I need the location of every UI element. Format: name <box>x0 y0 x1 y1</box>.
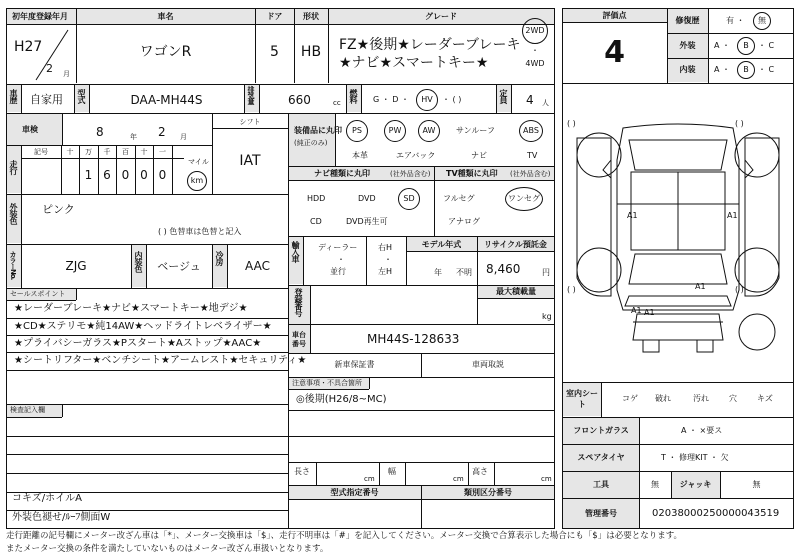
interior-selected: B <box>743 65 749 74</box>
dim-length-unit: cm <box>364 475 375 483</box>
import-dealer: ディーラー <box>318 243 358 252</box>
max-load-label: 最大積載量 <box>496 287 536 296</box>
navi-sub: (社外品含む) <box>390 170 431 178</box>
import-label: 輸入車 <box>291 241 300 262</box>
mileage-digit-5: 0 <box>158 168 167 182</box>
rating-label: 評価点 <box>602 11 627 20</box>
equip-ps: PS <box>352 126 362 135</box>
reg-no-label: 登録番号 <box>294 288 303 316</box>
jack-value: 無 <box>752 480 761 489</box>
interior-label: 内装 <box>679 65 696 74</box>
grade-label: グレード <box>425 12 457 21</box>
inspector-label: 検査記入欄 <box>10 406 45 414</box>
drive-dot: ・ <box>531 46 539 55</box>
import-parallel: 並行 <box>330 267 346 276</box>
car-name-value: ワゴンR <box>139 44 192 60</box>
ac-label: 冷房 <box>215 251 224 265</box>
fuel-hv: HV <box>421 95 433 104</box>
fuel-label: 燃料 <box>349 89 358 103</box>
navi-sd: SD <box>403 194 415 203</box>
tools-value: 無 <box>651 480 659 489</box>
repair-options: 有 ・ <box>726 16 745 25</box>
dim-width-label: 幅 <box>388 467 396 476</box>
max-load-unit: kg <box>542 312 552 321</box>
footer-line-2: またメーター交換の条件を満たしていないものはメーター改ざん車扱いとなります。 <box>6 544 329 554</box>
fuel-options: G ・ D ・ <box>373 95 409 104</box>
shaken-label: 車検 <box>22 125 38 134</box>
mileage-digit-label-2: 万 <box>85 148 92 156</box>
first-reg-label: 初年度登録年月 <box>12 12 68 21</box>
equip-navi: ナビ <box>471 151 487 160</box>
tv-sub: (社外品含む) <box>510 170 551 178</box>
mileage-mile-label: マイル <box>188 158 209 166</box>
shape-label: 形状 <box>303 12 319 21</box>
interior-c: ・ C <box>758 65 775 74</box>
recycle-unit: 円 <box>542 268 550 277</box>
color-repaint-note: ( ) 色替車は色替と記入 <box>158 227 242 236</box>
chassis-label: 車台番号 <box>292 331 306 348</box>
mileage-digit-4: 0 <box>140 168 148 182</box>
repair-label: 修復歴 <box>675 16 700 25</box>
diagram-mark-5: A1 <box>631 306 642 315</box>
grade-line2: ★ナビ★スマートキー★ <box>339 55 489 71</box>
usage-label: 車歴 <box>9 89 18 103</box>
diagram-mark-4: A1 <box>644 308 655 317</box>
spare-label: スペアタイヤ <box>577 453 625 462</box>
windshield-label: フロントガラス <box>573 426 629 435</box>
dim-height-label: 高さ <box>472 467 488 476</box>
color-label: 外装色 <box>9 203 18 224</box>
capacity-label: 定員 <box>499 89 508 103</box>
equip-pw: PW <box>388 126 402 135</box>
shift-value: IAT <box>239 153 261 169</box>
diagram-paren-tl: ( ) <box>567 119 576 128</box>
seat-dirt: 汚れ <box>693 394 709 403</box>
exterior-c: ・ C <box>758 41 775 50</box>
shaken-month: 2 <box>158 125 166 139</box>
exterior-selected: B <box>743 41 749 50</box>
tools-label: 工具 <box>593 480 609 489</box>
first-reg-month-unit: 月 <box>63 70 70 78</box>
handle-left: 左H <box>378 267 393 276</box>
mileage-digit-1: 1 <box>84 168 93 182</box>
shaken-year-unit: 年 <box>130 133 137 141</box>
equip-leather: 本革 <box>352 151 368 160</box>
diagram-mark-3: A1 <box>695 282 706 291</box>
jack-label: ジャッキ <box>679 480 712 489</box>
equip-tv: TV <box>527 151 538 160</box>
rating-value: 4 <box>604 35 625 70</box>
doors-label: ドア <box>266 12 283 21</box>
navi-dvd-play: DVD再生可 <box>346 217 388 226</box>
doors-value: 5 <box>270 44 279 60</box>
capacity-unit: 人 <box>542 99 549 107</box>
seat-tear: 破れ <box>655 394 671 403</box>
seat-burn: コゲ <box>622 394 638 403</box>
sales-point-line-3: ★プライバシーガラス★Pスタート★Aストップ★AAC★ <box>14 338 262 349</box>
mileage-digit-label-3: 千 <box>103 148 111 156</box>
mileage-digit-3: 0 <box>121 168 130 182</box>
exterior-a: A ・ <box>714 41 731 50</box>
usage-value: 自家用 <box>30 93 63 106</box>
car-name-label: 車名 <box>157 12 174 21</box>
type-no-label: 型式指定番号 <box>330 488 379 497</box>
interior-a: A ・ <box>714 65 731 74</box>
shape-value: HB <box>300 44 322 60</box>
inspector-line-2: 外装色褪せ/ﾙｰﾌ側面W <box>12 512 111 523</box>
color-no-label: カラーNo. <box>9 251 17 280</box>
seat-hole: 穴 <box>729 394 737 403</box>
model-year-unit: 年 <box>434 268 442 277</box>
mgmt-label: 管理番号 <box>585 509 617 518</box>
first-reg-year: H27 <box>14 39 43 55</box>
tv-fullseg: フルセグ <box>443 194 475 203</box>
chassis-value: MH44S-128633 <box>367 332 460 346</box>
windshield-value: A ・ ×要ス <box>681 426 723 435</box>
equip-aw: AW <box>422 126 436 135</box>
capacity-value: 4 <box>526 93 534 107</box>
displacement-value: 660 <box>288 93 311 107</box>
fuel-other: ・ ( ) <box>442 95 462 104</box>
sales-point-line-4: ★シートリフター★ベンチシート★アームレスト★セキュリティ★ <box>14 355 307 366</box>
handle-right: 右H <box>378 243 393 252</box>
mileage-digit-label-0: 記号 <box>34 148 48 156</box>
seat-scratch: キズ <box>757 394 773 403</box>
notes-value: ◎後期(H26/8~MC) <box>296 394 387 405</box>
grade-line1: FZ★後期★レーダーブレーキ <box>339 37 521 53</box>
vehicle-manual: 車両取説 <box>472 360 504 369</box>
mileage-digit-label-6: 一 <box>159 148 166 156</box>
equip-abs: ABS <box>523 126 539 135</box>
inspector-line-1: コキズ/ホイルA <box>12 493 83 504</box>
dim-height-unit: cm <box>541 475 552 483</box>
navi-hdd: HDD <box>307 194 326 203</box>
equipment-sub: (純正のみ) <box>294 139 328 147</box>
navi-dvd: DVD <box>358 194 376 203</box>
handle-dot: ・ <box>384 255 392 264</box>
class-no-label: 類別区分番号 <box>464 488 512 497</box>
mileage-digit-label-5: 十 <box>140 148 148 156</box>
ac-value: AAC <box>245 259 270 273</box>
recycle-label: リサイクル預託金 <box>484 240 547 249</box>
mileage-label: 走行 <box>9 160 18 174</box>
interior-color-label: 内装色 <box>134 251 143 272</box>
mileage-digit-label-1: 十 <box>66 148 74 156</box>
sales-point-line-1: ★レーダーブレーキ★ナビ★スマートキー★地デジ★ <box>14 303 248 314</box>
interior-color-value: ベージュ <box>157 260 201 273</box>
displacement-label: 排気量 <box>247 86 255 104</box>
displacement-unit: cc <box>333 99 341 107</box>
sales-point-line-2: ★CD★ステリモ★純14AW★ヘッドライトレベライザー★ <box>14 321 272 332</box>
model-year-label: モデル年式 <box>421 240 462 249</box>
new-car-warranty: 新車保証書 <box>334 360 375 369</box>
footer-line-1: 走行距離の記号欄にメーター改ざん車は「*」、メーター交換車は「$」、走行不明車は「#」を記入してください。メーター交換で合算表示した場合にも「$」は必要となります。 <box>6 531 683 541</box>
model-year-unknown: 不明 <box>456 268 472 277</box>
mileage-digit-2: 6 <box>103 168 111 182</box>
diagram-paren-bl: ( ) <box>567 285 576 294</box>
equipment-label: 装備品に丸印 <box>294 126 342 135</box>
repair-selected: 無 <box>758 16 766 25</box>
notes-label: 注意事項・不具合箇所 <box>292 379 362 387</box>
shaken-month-unit: 月 <box>180 133 187 141</box>
tv-label: TV種類に丸印 <box>446 169 498 178</box>
first-reg-month: 2 <box>46 62 53 75</box>
drive-4wd: 4WD <box>525 59 545 68</box>
drive-2wd: 2WD <box>525 26 545 35</box>
dim-width-unit: cm <box>453 475 464 483</box>
diagram-paren-br: ( ) <box>735 285 744 294</box>
import-dot: ・ <box>337 255 345 264</box>
equip-airbag: エアバック <box>396 151 436 160</box>
shift-label: シフト <box>239 118 261 126</box>
model-value: DAA-MH44S <box>130 93 203 107</box>
car-diagram <box>563 100 793 376</box>
mgmt-value: 02038000250000043519 <box>652 508 780 519</box>
mileage-digit-label-4: 百 <box>122 148 129 156</box>
spare-value: T ・ 修理KIT ・ 欠 <box>661 453 729 462</box>
tv-analog: アナログ <box>448 217 480 226</box>
color-value: ピンク <box>42 203 75 216</box>
diagram-mark-2: A1 <box>727 211 738 220</box>
recycle-value: 8,460 <box>486 262 521 276</box>
diagram-mark-1: A1 <box>627 211 638 220</box>
model-label: 型式 <box>77 89 86 103</box>
exterior-label: 外装 <box>679 41 696 50</box>
color-no-value: ZJG <box>65 259 87 273</box>
seat-label: 室内シート <box>566 389 598 409</box>
mileage-unit: km <box>190 176 204 185</box>
diagram-paren-tr: ( ) <box>735 119 744 128</box>
navi-label: ナビ種類に丸印 <box>314 169 370 178</box>
navi-cd: CD <box>310 217 322 226</box>
tv-oneseg: ワンセグ <box>508 194 540 203</box>
sales-points-label: セールスポイント <box>10 290 66 298</box>
shaken-year: 8 <box>96 125 104 139</box>
dim-length-label: 長さ <box>294 467 310 476</box>
equip-sunroof: サンルーフ <box>456 126 495 135</box>
